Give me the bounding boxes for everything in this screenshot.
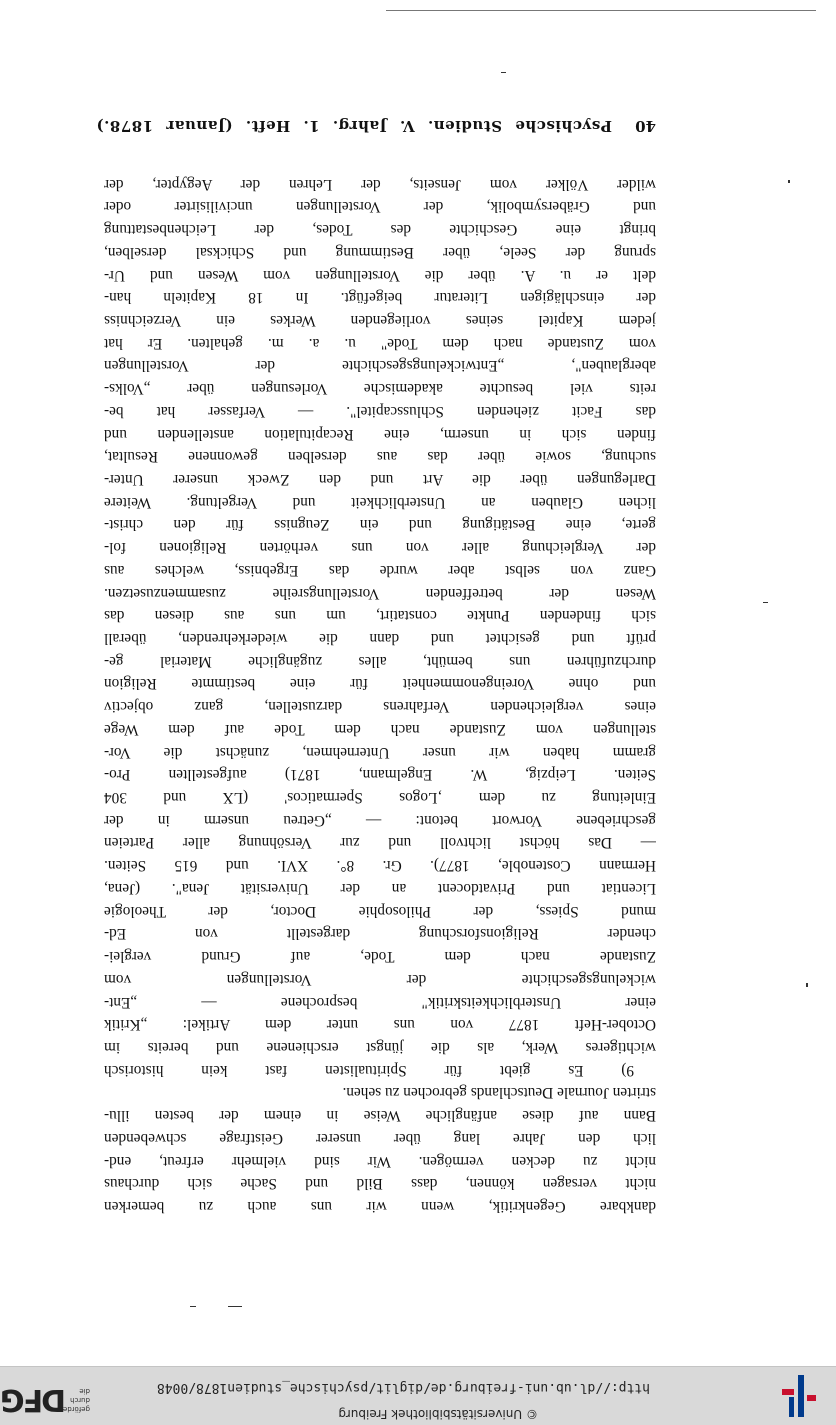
text-line: vom Zustande nach dem Tode" u. a. m. gehalten. Er hat [104, 334, 656, 352]
text-line: Licentiat und Privatdocent an der Universität Jena". (Jena, [104, 879, 656, 897]
text-line: strirten Journale Deutschlands gebrochen zu sehen. [342, 1084, 656, 1102]
text-line: — Das höchst lichtvoll und zur Versöhnung aller Parteien [104, 834, 656, 852]
text-line: gramm haben wir unser Unternehmen, zunächst die Vor- [104, 743, 656, 761]
text-line: jedem Kapitel seines vorliegenden Werkes ein Verzeichniss [104, 311, 656, 329]
text-line: sprung der Seele, über Bestimmung und Schicksal derselben, [104, 243, 656, 261]
text-line: Bann auf diese anfängliche Weise in einem der besten illu- [104, 1107, 656, 1125]
text-line: lichen Glauben an Unsterblichkeit und Vergeltung. Weitere [104, 493, 656, 511]
scan-speck [763, 602, 768, 603]
text-line: nicht zu decken vermögen. Wir sind vielmehr erfreut, end- [104, 1152, 656, 1170]
text-line: Wesen der betreffenden Vorstellungsreihe zusammenzusetzen. [104, 584, 656, 602]
text-line: wichtigeres Werk, als die jüngst erschienene und bereits im [104, 1038, 656, 1056]
scan-speck [788, 180, 790, 183]
text-line: mund Spiess, der Philosophie Doctor, der Theologie [104, 902, 656, 920]
copyright-notice: © Universitätsbibliothek Freiburg [338, 1407, 538, 1421]
text-line: Seiten. Leipzig, W. Engelmann, 1871) aufgestellten Pro- [104, 766, 656, 784]
page-url[interactable]: http://dl.ub.uni-freiburg.de/diglit/psychische_studien1878/0048 [156, 1380, 650, 1395]
text-line: und Gräbersymbolik, der Vorstellungen uncivilisirter oder [104, 198, 656, 216]
viewer-top-bar [0, 1366, 836, 1425]
scan-speck [228, 1306, 242, 1307]
funding-label: gefördert durch die [57, 1387, 90, 1413]
page-number: 40 [635, 117, 656, 135]
text-line: lich den Jahre lang über unserer Geistfrage schwebenden [104, 1129, 656, 1147]
text-line: Hermann Costenoble, 1877). Gr. 8°. XVI. und 615 Seiten. [104, 857, 656, 875]
text-line: prüft und gesichtet und dann die wiederkehrenden, überall [104, 630, 656, 648]
text-line: gerte, eine Bestätigung und ein Zeugniss für den christ- [104, 516, 656, 534]
scan-speck [190, 1306, 196, 1307]
ub-freiburg-logo [774, 1373, 824, 1419]
text-line: der Vergleichung aller von uns verhörten Religionen fol- [104, 539, 656, 557]
text-line: suchung, sowie über das aus derselben gewonnene Resultat, [104, 448, 656, 466]
text-line: geschriebene Vorwort betont: — „Getreu unserm in der [104, 811, 656, 829]
text-line: eines vergleichenden Verfahrens darzustellen, ganz objectiv [104, 698, 656, 716]
text-line: reits viel besuchte akademische Vorlesungen über „Volks- [104, 380, 656, 398]
text-line: einer Unsterblichkeitskritik" besprochene — „Ent- [104, 993, 656, 1011]
text-line: wilder Völker vom Jenseits, der Lehren der Aegypter, der [104, 175, 656, 193]
text-line: Zustande nach dem Tode, auf Grund verglei- [104, 948, 656, 966]
text-line: delt er u. A. über die Vorstellungen vom Wesen und Ur- [104, 266, 656, 284]
scan-speck [501, 72, 506, 73]
text-line: das Facit ziehenden Schlusscapitel". — Verfasser hat be- [104, 402, 656, 420]
text-line: dankbare Gegenkritik, wenn wir uns auch zu bemerken [104, 1198, 656, 1215]
text-line: wickelungsgeschichte der Vorstellungen vom [104, 970, 656, 988]
dfg-logo: DFG [1, 1382, 66, 1417]
text-line: Darlegungen über die Art und den Zweck unserer Unter- [104, 471, 656, 488]
text-line: der einschlägigen Literatur beigefügt. In 18 Kapiteln han- [104, 289, 656, 307]
body-text [104, 172, 656, 1217]
text-line: aberglauben", „Entwickelungsgeschichte der Vorstellungen [104, 357, 656, 375]
text-line: stellungen vom Zustande nach dem Tode auf dem Wege [104, 720, 656, 738]
text-line: nicht versagen können, dass Bild und Sache sich durchaus [104, 1175, 656, 1193]
text-line: October-Heft 1877 von uns unter dem Artikel: „Kritik [104, 1016, 656, 1034]
text-line: Einleitung zu dem ‚Logos Spermaticos' (LX und 304 [104, 789, 656, 807]
scan-speck [806, 983, 808, 987]
running-head: Psychische Studien. V. Jahrg. 1. Heft. (Januar 1878.) [96, 117, 612, 135]
text-line: bringt eine Geschichte des Todes, der Leichenbestattung [104, 221, 656, 239]
text-line: chender Religionsforschung dargestellt von Ed- [104, 925, 656, 943]
dfg-funding-badge [1, 1373, 90, 1417]
text-line: Ganz von selbst aber wurde das Ergebniss, welches aus [104, 561, 656, 579]
scan-speck [386, 10, 816, 11]
text-line: finden sich in unserm, eine Recapitulation anstellenden und [104, 425, 656, 443]
text-line: sich findenden Punkte constatirt, um uns aus diesen das [104, 607, 656, 625]
text-line: und ohne Voreingenommenheit für eine bestimmte Religion [104, 675, 656, 693]
text-line: durchzuführen uns bemüht, alles zugängliche Material ge- [104, 652, 656, 670]
text-line: 9) Es giebt für Spiritualisten fast kein historisch [104, 1061, 634, 1079]
